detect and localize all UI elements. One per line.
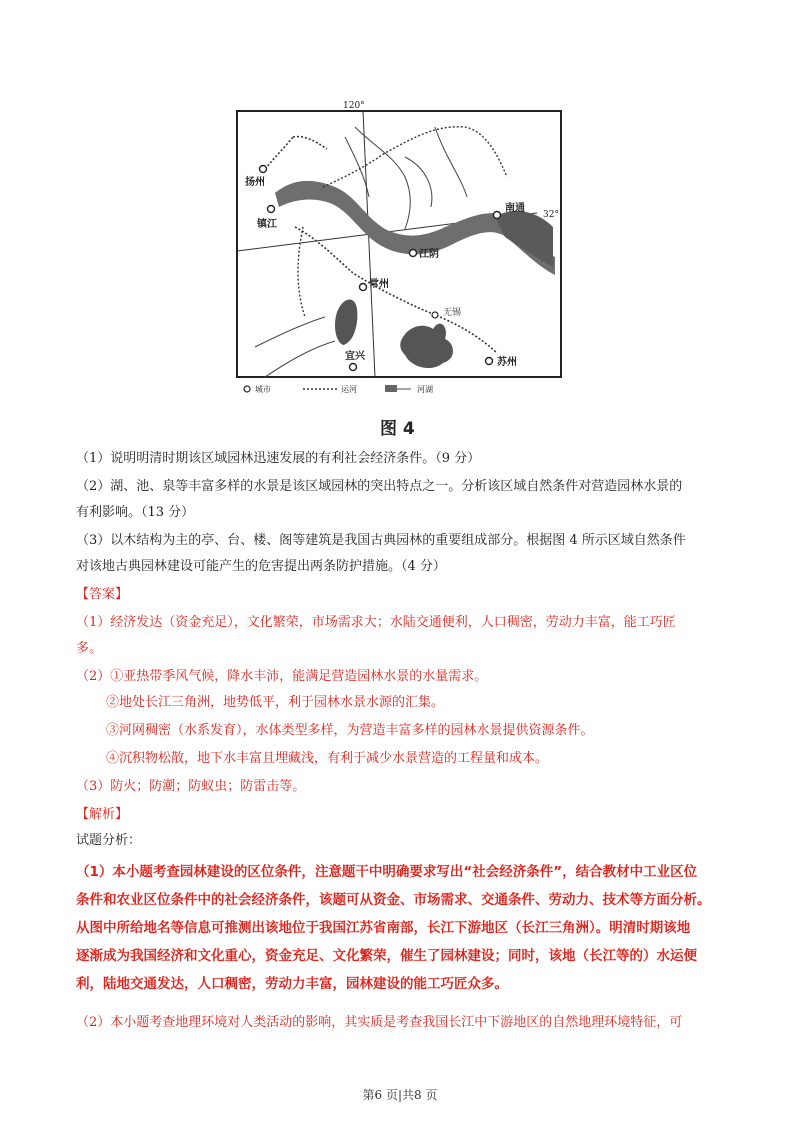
city-marker [260,166,267,173]
city-marker [350,364,357,371]
legend-canal-label: 运河 [341,385,357,394]
city-label: 常州 [369,279,389,290]
legend-lake-icon [385,385,397,392]
question-line: 有利影响。（13 分） [76,505,195,520]
city-label: 南通 [505,203,525,214]
city-label: 苏州 [497,357,517,368]
question-line: （3）以木结构为主的亭、台、楼、阁等建筑是我国古典园林的重要组成部分。根据图 4 所示区域自然条件 [76,533,686,548]
answer-line: 多。 [76,641,103,656]
analysis-intro: 试题分析： [76,833,142,848]
city-label: 无锡 [443,308,462,318]
question-line: 对该地古典园林建设可能产生的危害提出两条防护措施。（4 分） [76,559,446,574]
question-line: （2）湖、池、泉等丰富多样的水景是该区域园林的突出特点之一。分析该区域自然条件对营造园林水景的 [76,479,683,494]
legend-city-label: 城市 [255,385,271,394]
city-label: 江阴 [419,249,439,260]
latitude-label: 32° [543,210,559,220]
city-marker [268,206,275,213]
answer-line: （1）经济发达（资金充足），文化繁荣，市场需求大；水陆交通便利，人口稠密，劳动力丰富，能工巧匠 [76,615,676,630]
city-marker [432,312,438,318]
map-figure [235,97,563,397]
legend-city-icon [244,386,250,392]
city-marker [494,212,501,219]
city-marker [486,358,493,365]
analysis-line: （2）本小题考查地理环境对人类活动的影响，其实质是考查我国长江中下游地区的自然地理环境特征，可 [76,1015,683,1030]
legend-river-label: 河湖 [417,385,433,394]
page-footer: 第6 页|共8 页 [362,1088,438,1102]
answer-line: ④沉积物松散，地下水丰富且埋藏浅，有利于减少水景营造的工程量和成本。 [106,751,549,766]
city-label: 宜兴 [345,351,365,362]
answer-line: （2）①亚热带季风气候，降水丰沛，能满足营造园林水景的水量需求。 [76,669,488,684]
figure-caption: 图 4 [380,419,415,439]
answer-header: 【答案】 [76,587,129,602]
question-line: （1）说明明清时期该区域园林迅速发展的有利社会经济条件。（9 分） [76,451,481,466]
answer-line: ②地处长江三角洲，地势低平，利于园林水景水源的汇集。 [106,695,445,710]
longitude-label: 120° [343,101,365,111]
analysis-line: 利，陆地交通发达，人口稠密，劳动力丰富，园林建设的能工巧匠众多。 [76,976,508,992]
city-label: 扬州 [245,177,265,188]
city-label: 镇江 [257,219,277,230]
analysis-line: 逐渐成为我国经济和文化重心，资金充足、文化繁荣，催生了园林建设；同时，该地（长江等的）水运便 [76,948,697,964]
analysis-header: 【解析】 [76,807,129,822]
answer-line: （3）防火；防潮；防蚁虫；防雷击等。 [76,779,306,794]
answer-line: ③河网稠密（水系发育），水体类型多样，为营造丰富多样的园林水景提供资源条件。 [106,723,594,738]
map-svg [235,97,563,397]
city-marker [410,250,417,257]
analysis-line: 从图中所给地名等信息可推测出该地位于我国江苏省南部，长江下游地区（长江三角洲）。明清时期该地 [76,920,691,936]
analysis-line: 条件和农业区位条件中的社会经济条件，该题可从资金、市场需求、交通条件、劳动力、技术等方面分析。 [76,892,711,908]
city-marker [360,284,367,291]
analysis-line: （1）本小题考查园林建设的区位条件，注意题干中明确要求写出“社会经济条件”，结合教材中工业区位 [76,864,698,880]
